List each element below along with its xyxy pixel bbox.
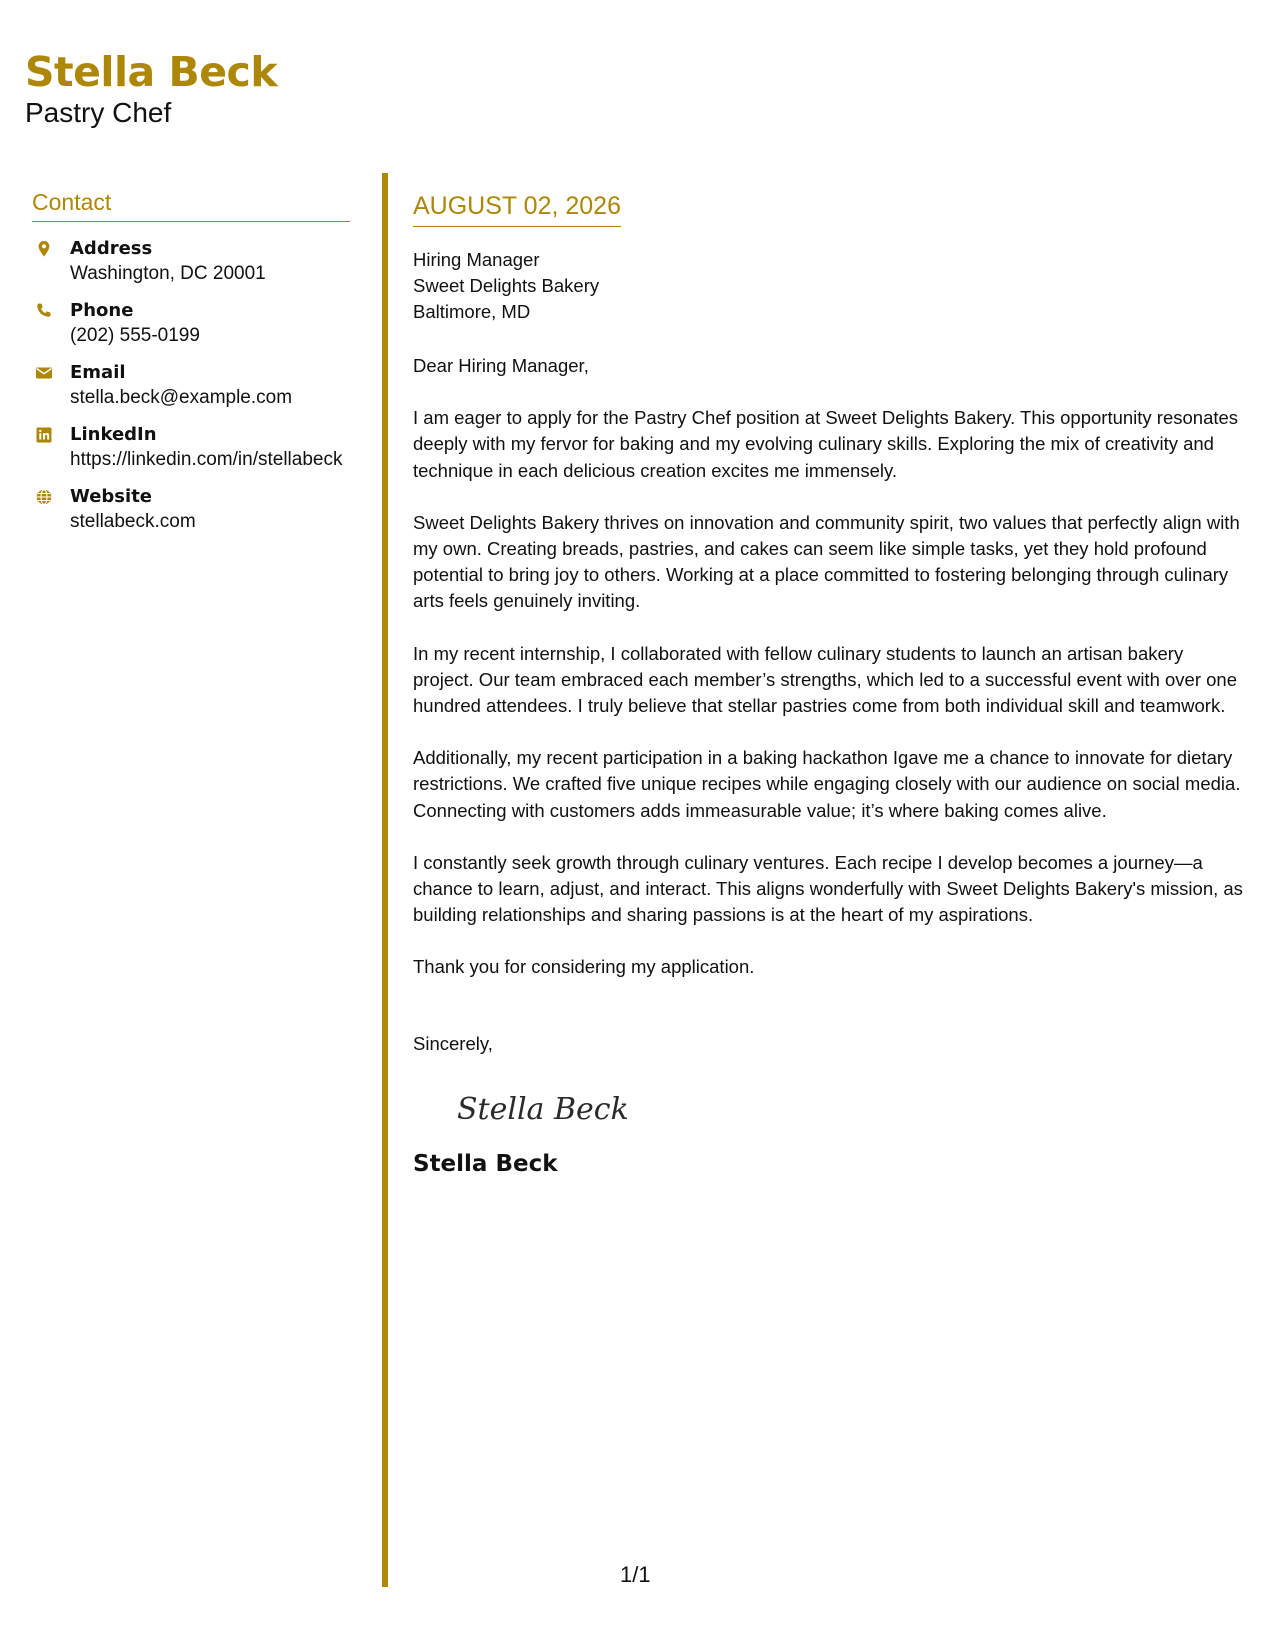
- vertical-divider: [382, 173, 388, 1587]
- letter-paragraph: Additionally, my recent participation in a baking hackathon Igave me a chance to innovate for dietary restrictions. We crafted five unique recipes while engaging closely with our audience on social media. Connecting with customers adds immeasurable value; it’s where baking comes alive.: [413, 747, 1241, 821]
- contact-label: Email: [70, 362, 126, 383]
- letter-date: AUGUST 02, 2026: [413, 190, 621, 227]
- closing: Sincerely,: [413, 1032, 493, 1054]
- contact-item-address: [32, 236, 350, 286]
- signature-script: Stella Beck: [457, 1091, 629, 1127]
- cover-letter-body: [413, 190, 1248, 1179]
- contact-sidebar: [32, 188, 350, 546]
- website-link[interactable]: stellabeck.com: [70, 511, 196, 532]
- linkedin-link[interactable]: https://linkedin.com/in/stellabeck: [70, 449, 343, 470]
- signer-name: Stella Beck: [413, 1150, 558, 1177]
- globe-icon: [35, 488, 53, 506]
- letter-paragraph: In my recent internship, I collaborated with fellow culinary students to launch an artisan bakery project. Our team embraced each member’s strengths, which led to a successful event with over one hundred attendees. I truly believe that stellar pastries come from both individual skill and teamwork.: [413, 642, 1237, 717]
- contact-value: (202) 555-0199: [70, 325, 200, 346]
- contact-value: Washington, DC 20001: [70, 263, 266, 284]
- recipient-company: Sweet Delights Bakery: [413, 275, 600, 296]
- contact-label: Phone: [70, 300, 134, 321]
- handwritten-signature: [453, 1085, 633, 1131]
- letter-paragraph: Thank you for considering my application.: [413, 956, 755, 978]
- salutation: Dear Hiring Manager,: [413, 355, 589, 376]
- envelope-icon: [35, 364, 53, 382]
- contact-item-website: [32, 484, 350, 534]
- contact-label: LinkedIn: [70, 424, 157, 445]
- applicant-role: Pastry Chef: [25, 97, 172, 128]
- recipient-location: Baltimore, MD: [413, 301, 531, 322]
- linkedin-icon: [35, 426, 53, 444]
- phone-icon: [35, 302, 53, 320]
- applicant-name: Stella Beck: [25, 48, 278, 96]
- contact-label: Address: [70, 238, 153, 259]
- page-number: 1/1: [620, 1562, 651, 1587]
- contact-value: stella.beck@example.com: [70, 387, 293, 408]
- location-pin-icon: [35, 240, 53, 258]
- letter-paragraph: I am eager to apply for the Pastry Chef position at Sweet Delights Bakery. This opportunity resonates deeply with my fervor for baking and my evolving culinary skills. Exploring the mix of creativity and technique in each delicious creation excites me immensely.: [413, 407, 1239, 481]
- contact-label: Website: [70, 486, 153, 507]
- contact-list: [32, 236, 350, 534]
- contact-item-phone: [32, 298, 350, 348]
- resume-header: [25, 46, 277, 130]
- letter-paragraph: I constantly seek growth through culinary ventures. Each recipe I develop becomes a journey—a chance to learn, adjust, and interact. This aligns wonderfully with Sweet Delights Bakery's mission, as building relationships and sharing passions is at the heart of my aspirations.: [413, 851, 1243, 926]
- contact-heading: Contact: [32, 188, 350, 222]
- recipient-title: Hiring Manager: [413, 249, 540, 270]
- recipient-block: [413, 247, 1248, 325]
- letter-paragraph: Sweet Delights Bakery thrives on innovation and community spirit, two values that perfectly align with my own. Creating breads, pastries, and cakes can seem like simple tasks, yet they hold profound potential to bring joy to others. Working at a place committed to fostering belonging through culinary arts feels genuinely inviting.: [413, 511, 1240, 612]
- contact-item-linkedin: [32, 422, 350, 472]
- contact-item-email: [32, 360, 350, 410]
